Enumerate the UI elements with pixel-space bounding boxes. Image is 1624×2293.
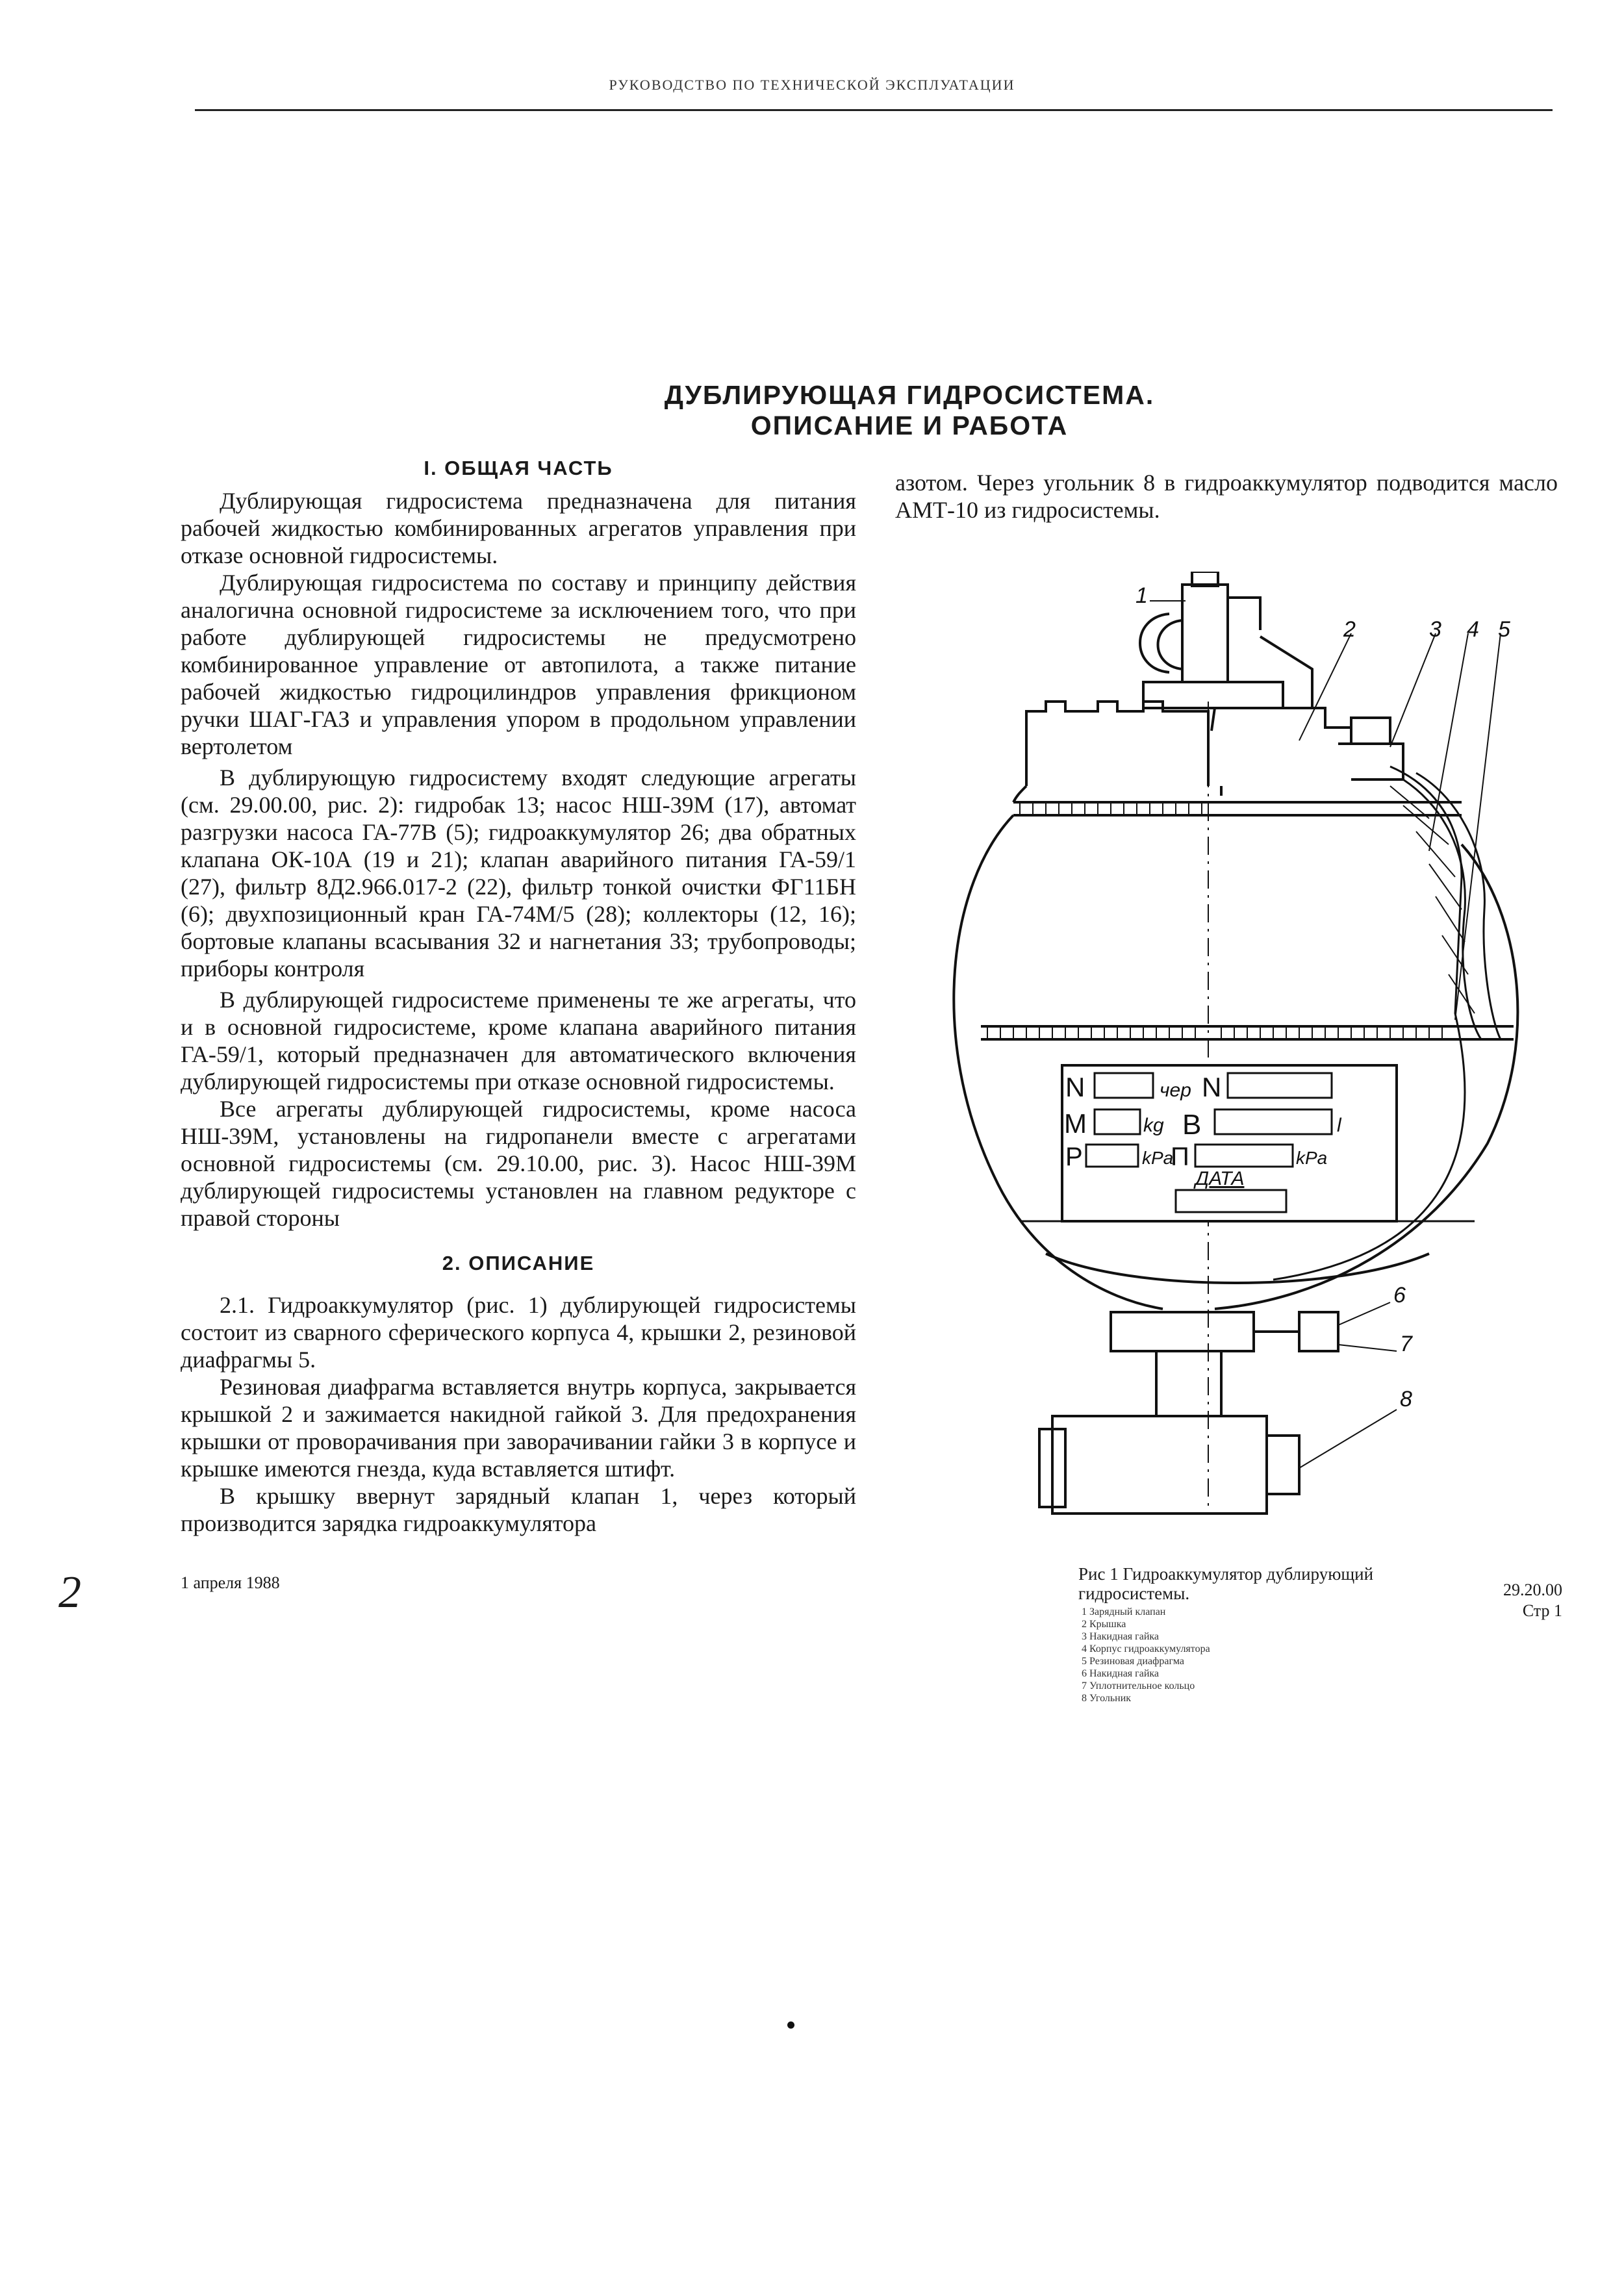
paragraph: Все агрегаты дублирующей гидросистемы, кроме насоса НШ-39М, установлены на гидропанели вместе с агрегатами основной гидросистемы (см. 29.10.00, рис. 3). Насос НШ-39М дублирующей гидросистемы установлен на главном редукторе с правой стороны bbox=[181, 1096, 856, 1231]
left-column bbox=[181, 455, 856, 1537]
page-title-line-2: ОПИСАНИЕ И РАБОТА bbox=[750, 411, 1069, 440]
scan-dot bbox=[787, 2021, 794, 2029]
plate-date: ДАТА bbox=[1195, 1168, 1245, 1189]
paragraph: Дублирующая гидросистема по составу и принципу действия аналогична основной гидросистеме за исключением того, что при работе дублирующей гидросистемы не предусмотрено комбинированное управление от автопилота, а также питание рабочей жидкостью гидроцилиндров управления фрикционом ручки ШАГ-ГАЗ и управления упором в продольном управлении вертолетом bbox=[181, 570, 856, 759]
plate-n2: N bbox=[1202, 1072, 1222, 1102]
plate-kg: kg bbox=[1143, 1115, 1164, 1136]
paragraph: В дублирующей гидросистеме применены те же агрегаты, что и в основной гидросистеме, кроме клапана аварийного питания ГА-59/1, который предназначен для автоматического включения дублирующей гидросистемы при отказе основной гидросистемы. bbox=[181, 987, 856, 1095]
header-divider bbox=[195, 109, 1553, 111]
nameplate bbox=[1062, 1065, 1397, 1221]
paragraph: 2.1. Гидроаккумулятор (рис. 1) дублирующей гидросистемы состоит из сварного сферического корпуса 4, крышки 2, резиновой диафрагмы 5. bbox=[181, 1292, 856, 1373]
right-column-text bbox=[895, 469, 1558, 524]
callout-1: 1 bbox=[1136, 583, 1148, 608]
callout-7: 7 bbox=[1400, 1332, 1412, 1356]
section-1-heading: I. ОБЩАЯ ЧАСТЬ bbox=[424, 457, 613, 479]
plate-kpa-1: kPa bbox=[1142, 1148, 1174, 1168]
callout-5: 5 bbox=[1498, 617, 1510, 642]
legend-item: 5 Резиновая диафрагма bbox=[1082, 1656, 1184, 1667]
plate-m: M bbox=[1064, 1108, 1087, 1139]
footer-doc-code: 29.20.00 bbox=[1503, 1580, 1562, 1599]
plate-p: P bbox=[1065, 1143, 1083, 1171]
figure-caption: Рис 1 Гидроаккумулятор дублирующий гидросистемы. bbox=[1078, 1564, 1374, 1603]
legend-item: 1 Зарядный клапан bbox=[1082, 1606, 1166, 1617]
margin-mark: 2 bbox=[58, 1567, 81, 1617]
footer-date: 1 апреля 1988 bbox=[181, 1573, 280, 1592]
legend-item: 4 Корпус гидроаккумулятора bbox=[1082, 1643, 1210, 1654]
plate-l: l bbox=[1337, 1115, 1341, 1136]
plate-kpa-2: kPa bbox=[1296, 1148, 1328, 1168]
paragraph: Дублирующая гидросистема предназначена для питания рабочей жидкостью комбинированных агрегатов управления при отказе основной гидросистемы. bbox=[181, 488, 856, 568]
paragraph: азотом. Через угольник 8 в гидроаккумулятор подводится масло АМТ-10 из гидросистемы. bbox=[895, 470, 1558, 523]
callout-2: 2 bbox=[1343, 617, 1356, 642]
legend-item: 8 Угольник bbox=[1082, 1693, 1132, 1704]
callout-8: 8 bbox=[1400, 1387, 1412, 1412]
plate-pi: П bbox=[1171, 1143, 1189, 1171]
plate-n1: N bbox=[1065, 1072, 1085, 1102]
plate-b: В bbox=[1182, 1109, 1202, 1141]
callout-3: 3 bbox=[1429, 617, 1441, 642]
footer-page-number: Стр 1 bbox=[1522, 1601, 1562, 1620]
running-header: РУКОВОДСТВО ПО ТЕХНИЧЕСКОЙ ЭКСПЛУАТАЦИИ bbox=[609, 77, 1015, 93]
paragraph: В дублирующую гидросистему входят следующие агрегаты (см. 29.00.00, рис. 2): гидробак 13; насос НШ-39М (17), автомат разгрузки насоса ГА-77В (5); гидроаккумулятор 26; два обратных клапана ОК-10А (19 и 21); клапан аварийного питания ГА-59/1 (27), фильтр 8Д2.966.017-2 (22), фильтр тонкой очистки ФГ11БН (6); двухпозиционный кран ГА-74М/5 (28); коллекторы (12, 16); бортовые клапаны всасывания 32 и нагнетания 33; трубопроводы; приборы контроля bbox=[181, 765, 856, 982]
legend-item: 7 Уплотнительное кольцо bbox=[1082, 1680, 1195, 1691]
figure-legend bbox=[1082, 1606, 1419, 1704]
paragraph: В крышку ввернут зарядный клапан 1, через который производится зарядка гидроаккумулятора bbox=[181, 1483, 856, 1536]
legend-item: 6 Накидная гайка bbox=[1082, 1668, 1160, 1679]
section-2-heading: 2. ОПИСАНИЕ bbox=[442, 1252, 595, 1274]
callout-4: 4 bbox=[1467, 617, 1479, 642]
legend-item: 2 Крышка bbox=[1082, 1619, 1126, 1630]
callout-6: 6 bbox=[1393, 1283, 1406, 1308]
page-title-line-1: ДУБЛИРУЮЩАЯ ГИДРОСИСТЕМА. bbox=[664, 380, 1155, 410]
plate-cher: чер bbox=[1160, 1080, 1191, 1101]
paragraph: Резиновая диафрагма вставляется внутрь корпуса, закрывается крышкой 2 и зажимается накидной гайкой 3. Для предохранения крышки от проворачивания при заворачивании гайки 3 в корпусе и крышке имеются гнезда, куда вставляется штифт. bbox=[181, 1374, 856, 1482]
footer-reference bbox=[1468, 1580, 1562, 1621]
legend-item: 3 Накидная гайка bbox=[1082, 1631, 1160, 1642]
accumulator-drawing bbox=[935, 572, 1572, 1559]
